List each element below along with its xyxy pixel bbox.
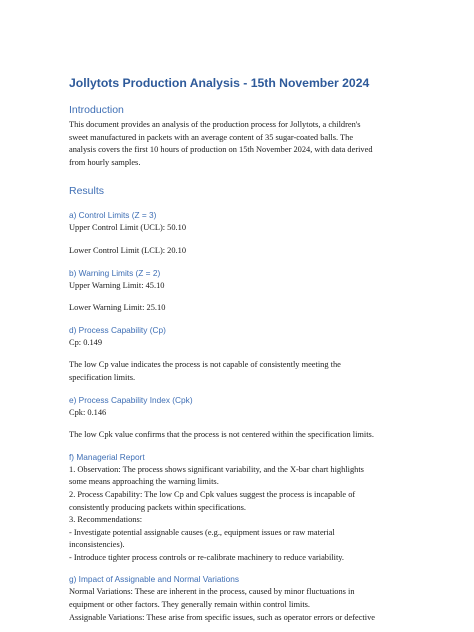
report-line: - Investigate potential assignable causes (e.g., equipment issues or raw material (69, 527, 335, 537)
introduction-paragraph (69, 119, 420, 169)
intro-line: sweet manufactured in packets with an average content of 35 sugar-coated balls. The (69, 132, 354, 142)
intro-line: from hourly samples. (69, 157, 141, 167)
managerial-report-heading: f) Managerial Report (69, 451, 145, 462)
report-line: some means approaching the warning limits. (69, 477, 219, 487)
cpk-value: Cpk: 0.146 (69, 407, 107, 417)
report-line: inconsistencies). (69, 540, 125, 550)
report-line: 1. Observation: The process shows significant variability, and the X-bar chart highlights (69, 464, 364, 474)
variations-line: equipment or other factors. They generally remain within control limits. (69, 600, 311, 610)
cpk-heading: e) Process Capability Index (Cpk) (69, 394, 193, 405)
intro-line: This document provides an analysis of the production process for Jollytots, a children's (69, 120, 361, 129)
introduction-heading: Introduction (69, 104, 124, 116)
cp-note-line: The low Cp value indicates the process is not capable of consistently meeting the (69, 360, 341, 370)
upper-warning-text: Upper Warning Limit: 45.10 (69, 280, 165, 290)
report-line: 2. Process Capability: The low Cp and Cpk values suggest the process is incapable of (69, 489, 356, 499)
variations-heading: g) Impact of Assignable and Normal Variations (69, 574, 240, 585)
intro-line: analysis covers the first 10 hours of production on 15th November 2024, with data derived (69, 145, 373, 155)
cp-value: Cp: 0.149 (69, 337, 103, 347)
ucl-text: Upper Control Limit (UCL): 50.10 (69, 223, 187, 233)
document-title: Jollytots Production Analysis - 15th November 2024 (69, 76, 370, 90)
report-line: 3. Recommendations: (69, 515, 143, 525)
lcl-text: Lower Control Limit (LCL): 20.10 (69, 245, 187, 255)
warning-limits-heading: b) Warning Limits (Z = 2) (69, 267, 161, 278)
control-limits-heading: a) Control Limits (Z = 3) (69, 210, 157, 221)
lower-warning-text: Lower Warning Limit: 25.10 (69, 303, 166, 313)
variations-line: Normal Variations: These are inherent in the process, caused by minor fluctuations in (69, 587, 355, 597)
variations-line: Assignable Variations: These arise from specific issues, such as operator errors or defective (69, 612, 375, 622)
cp-note-line: specification limits. (69, 372, 136, 382)
results-heading: Results (69, 185, 105, 198)
report-line: consistently producing packets within specifications. (69, 502, 246, 512)
cpk-note: The low Cpk value confirms that the process is not centered within the specification limits. (69, 430, 374, 440)
cp-heading: d) Process Capability (Cp) (69, 324, 166, 335)
report-line: - Introduce tighter process controls or re-calibrate machinery to reduce variability. (69, 552, 345, 562)
